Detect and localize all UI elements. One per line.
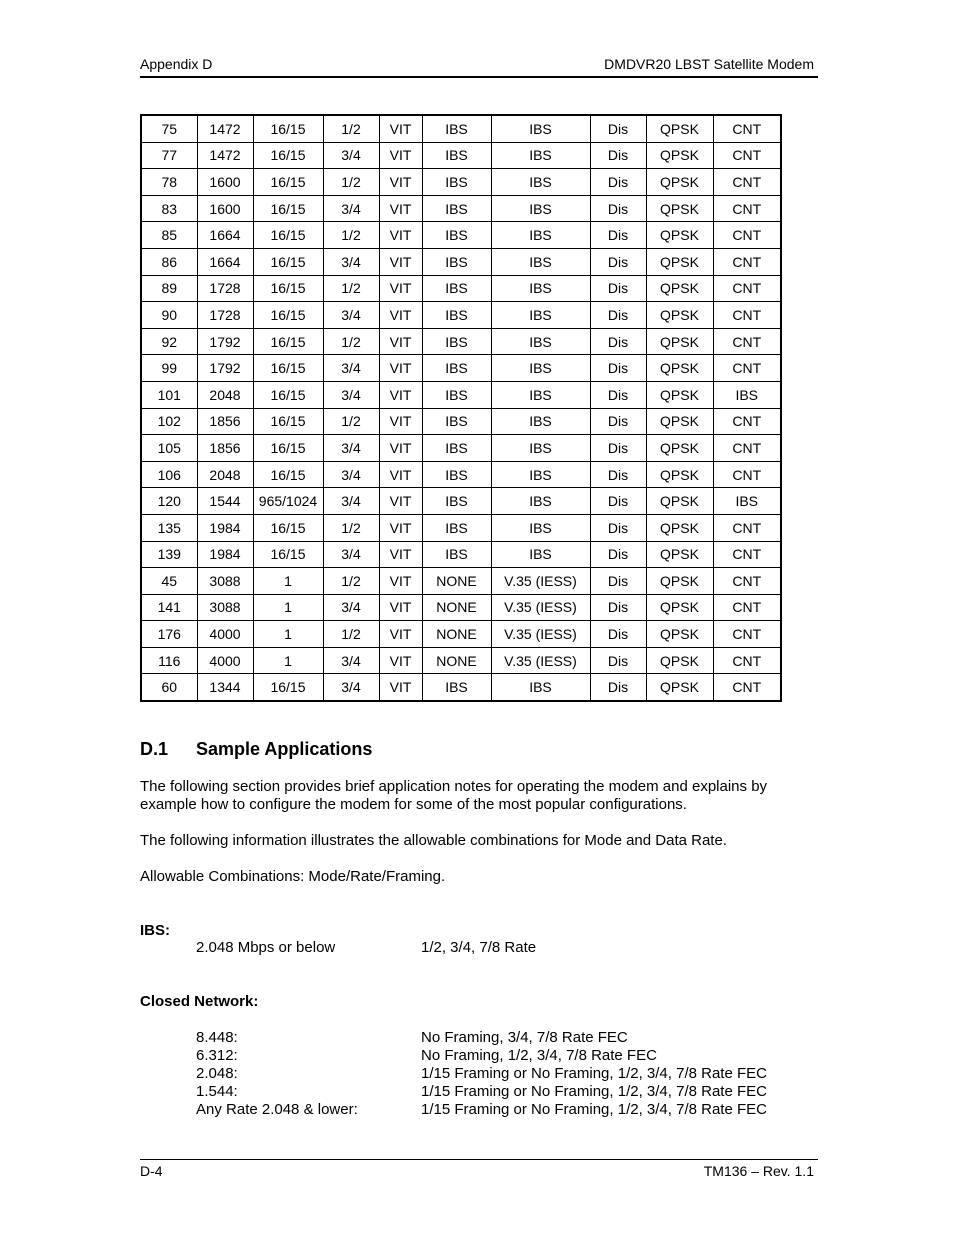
combinations-paragraph: The following information illustrates the allowable combinations for Mode and Data Rate. (140, 832, 727, 849)
section-number: D.1 (140, 739, 169, 759)
table-cell: Dis (590, 621, 646, 648)
table-cell: 2048 (197, 381, 253, 408)
table-cell: Dis (590, 594, 646, 621)
table-cell: 3/4 (323, 594, 379, 621)
table-cell: QPSK (646, 541, 713, 568)
table-cell: QPSK (646, 647, 713, 674)
table-cell: VIT (379, 488, 422, 515)
table-cell: IBS (491, 355, 590, 382)
table-cell: VIT (379, 222, 422, 249)
table-cell: 1856 (197, 408, 253, 435)
table-row (141, 435, 781, 462)
closed-network-list (196, 1029, 767, 1119)
table-cell: 92 (141, 328, 197, 355)
table-cell: QPSK (646, 328, 713, 355)
table-cell: 139 (141, 541, 197, 568)
table-cell: 3088 (197, 594, 253, 621)
table-row (141, 488, 781, 515)
table-cell: CNT (713, 541, 781, 568)
table-cell: CNT (713, 248, 781, 275)
table-cell: 101 (141, 381, 197, 408)
table-cell: Dis (590, 461, 646, 488)
table-cell: QPSK (646, 514, 713, 541)
table-cell: IBS (422, 142, 491, 169)
table-row (141, 514, 781, 541)
table-cell: 1 (253, 621, 323, 648)
table-cell: V.35 (IESS) (491, 621, 590, 648)
table-cell: VIT (379, 621, 422, 648)
table-cell: 1/2 (323, 621, 379, 648)
closed-network-value: No Framing, 1/2, 3/4, 7/8 Rate FEC (421, 1047, 657, 1064)
table-cell: VIT (379, 674, 422, 701)
table-cell: 45 (141, 568, 197, 595)
table-cell: CNT (713, 594, 781, 621)
table-cell: 4000 (197, 647, 253, 674)
table-cell: CNT (713, 674, 781, 701)
table-cell: Dis (590, 408, 646, 435)
table-cell: IBS (422, 435, 491, 462)
table-cell: QPSK (646, 568, 713, 595)
table-cell: IBS (422, 381, 491, 408)
table-cell: 4000 (197, 621, 253, 648)
table-cell: 3/4 (323, 355, 379, 382)
table-cell: CNT (713, 115, 781, 142)
table-cell: V.35 (IESS) (491, 647, 590, 674)
table-row (141, 328, 781, 355)
table-cell: 16/15 (253, 674, 323, 701)
table-cell: 75 (141, 115, 197, 142)
table-cell: IBS (422, 488, 491, 515)
table-cell: QPSK (646, 248, 713, 275)
table-cell: QPSK (646, 195, 713, 222)
ibs-item-value: 1/2, 3/4, 7/8 Rate (421, 939, 537, 956)
table-cell: 1472 (197, 115, 253, 142)
table-cell: 1/2 (323, 169, 379, 196)
table-row (141, 195, 781, 222)
table-cell: 1344 (197, 674, 253, 701)
table-cell: QPSK (646, 381, 713, 408)
table-cell: CNT (713, 514, 781, 541)
table-cell: 1664 (197, 222, 253, 249)
table-cell: 16/15 (253, 169, 323, 196)
closed-network-value: No Framing, 3/4, 7/8 Rate FEC (421, 1029, 628, 1046)
ibs-heading: IBS: (140, 922, 170, 939)
table-cell: Dis (590, 275, 646, 302)
table-row (141, 621, 781, 648)
table-cell: QPSK (646, 169, 713, 196)
table-cell: VIT (379, 568, 422, 595)
table-cell: CNT (713, 222, 781, 249)
table-cell: 1728 (197, 275, 253, 302)
table-cell: 1600 (197, 169, 253, 196)
closed-network-rate: 1.544: (196, 1083, 238, 1100)
table-cell: 3/4 (323, 488, 379, 515)
table-cell: IBS (422, 169, 491, 196)
table-cell: Dis (590, 488, 646, 515)
table-cell: Dis (590, 568, 646, 595)
table-cell: 116 (141, 647, 197, 674)
table-cell: IBS (422, 514, 491, 541)
table-cell: VIT (379, 514, 422, 541)
table-cell: 1 (253, 568, 323, 595)
table-cell: 3/4 (323, 541, 379, 568)
table-cell: CNT (713, 328, 781, 355)
table-cell: 102 (141, 408, 197, 435)
table-cell: IBS (491, 488, 590, 515)
closed-network-rate: Any Rate 2.048 & lower: (196, 1101, 358, 1118)
table-row (141, 568, 781, 595)
table-cell: IBS (422, 408, 491, 435)
table-cell: 1472 (197, 142, 253, 169)
closed-network-rate: 2.048: (196, 1065, 238, 1082)
table-cell: IBS (713, 488, 781, 515)
table-cell: 1/2 (323, 514, 379, 541)
table-cell: 3/4 (323, 302, 379, 329)
table-cell: 78 (141, 169, 197, 196)
table-cell: 16/15 (253, 435, 323, 462)
table-cell: CNT (713, 568, 781, 595)
table-cell: QPSK (646, 275, 713, 302)
table-cell: Dis (590, 115, 646, 142)
table-cell: Dis (590, 169, 646, 196)
table-cell: 16/15 (253, 408, 323, 435)
table-cell: V.35 (IESS) (491, 594, 590, 621)
closed-network-item (196, 1101, 767, 1119)
closed-network-value: 1/15 Framing or No Framing, 1/2, 3/4, 7/8 Rate FEC (421, 1065, 767, 1082)
table-cell: CNT (713, 435, 781, 462)
document-revision: TM136 – Rev. 1.1 (703, 1163, 814, 1179)
table-cell: IBS (422, 302, 491, 329)
table-cell: IBS (422, 115, 491, 142)
closed-network-item (196, 1065, 767, 1083)
table-cell: CNT (713, 355, 781, 382)
table-cell: 1984 (197, 514, 253, 541)
table-cell: 3/4 (323, 674, 379, 701)
table-cell: 90 (141, 302, 197, 329)
closed-network-item (196, 1029, 767, 1047)
table-cell: 16/15 (253, 302, 323, 329)
table-cell: IBS (491, 328, 590, 355)
table-cell: 16/15 (253, 115, 323, 142)
table-cell: 1/2 (323, 275, 379, 302)
table-cell: CNT (713, 195, 781, 222)
table-row (141, 302, 781, 329)
table-cell: IBS (713, 381, 781, 408)
ibs-item-rate: 2.048 Mbps or below (196, 939, 336, 956)
table-cell: VIT (379, 195, 422, 222)
table-cell: IBS (491, 222, 590, 249)
table-cell: IBS (491, 381, 590, 408)
table-row (141, 169, 781, 196)
header-document-title: DMDVR20 LBST Satellite Modem (604, 56, 814, 72)
table-cell: IBS (422, 222, 491, 249)
table-cell: NONE (422, 568, 491, 595)
table-cell: QPSK (646, 621, 713, 648)
table-cell: NONE (422, 621, 491, 648)
table-cell: IBS (491, 142, 590, 169)
table-cell: QPSK (646, 594, 713, 621)
table-cell: IBS (491, 435, 590, 462)
table-cell: 60 (141, 674, 197, 701)
table-cell: IBS (491, 461, 590, 488)
table-cell: IBS (491, 674, 590, 701)
table-cell: 16/15 (253, 381, 323, 408)
table-cell: VIT (379, 275, 422, 302)
closed-network-rate: 6.312: (196, 1047, 238, 1064)
table-cell: VIT (379, 647, 422, 674)
table-cell: QPSK (646, 222, 713, 249)
section-title: Sample Applications (196, 739, 373, 759)
table-row (141, 355, 781, 382)
table-cell: VIT (379, 142, 422, 169)
table-cell: 16/15 (253, 461, 323, 488)
table-cell: VIT (379, 355, 422, 382)
table-cell: QPSK (646, 674, 713, 701)
table-cell: 1792 (197, 355, 253, 382)
table-cell: 16/15 (253, 142, 323, 169)
table-cell: 16/15 (253, 541, 323, 568)
table-cell: Dis (590, 381, 646, 408)
table-cell: CNT (713, 461, 781, 488)
table-cell: 1728 (197, 302, 253, 329)
table-cell: 1544 (197, 488, 253, 515)
table-cell: Dis (590, 435, 646, 462)
table-cell: 16/15 (253, 328, 323, 355)
table-cell: CNT (713, 621, 781, 648)
table-cell: Dis (590, 674, 646, 701)
table-row (141, 647, 781, 674)
table-cell: NONE (422, 594, 491, 621)
table-cell: NONE (422, 647, 491, 674)
table-row (141, 115, 781, 142)
table-cell: 1600 (197, 195, 253, 222)
table-cell: 1984 (197, 541, 253, 568)
table-cell: 1 (253, 594, 323, 621)
page-footer (140, 1159, 818, 1179)
table-cell: IBS (491, 115, 590, 142)
mode-table (140, 114, 782, 702)
page-number: D-4 (140, 1163, 163, 1179)
table-row (141, 222, 781, 249)
table-cell: IBS (491, 195, 590, 222)
table-cell: 3/4 (323, 435, 379, 462)
table-row (141, 408, 781, 435)
table-cell: VIT (379, 435, 422, 462)
section-heading (140, 739, 372, 760)
table-cell: Dis (590, 328, 646, 355)
table-cell: QPSK (646, 142, 713, 169)
table-cell: 1664 (197, 248, 253, 275)
ibs-list (196, 939, 536, 957)
table-row (141, 142, 781, 169)
table-cell: QPSK (646, 435, 713, 462)
table-cell: IBS (422, 674, 491, 701)
closed-network-heading: Closed Network: (140, 993, 259, 1010)
closed-network-value: 1/15 Framing or No Framing, 1/2, 3/4, 7/8 Rate FEC (421, 1083, 767, 1100)
table-cell: Dis (590, 195, 646, 222)
table-cell: Dis (590, 514, 646, 541)
table-cell: VIT (379, 302, 422, 329)
table-cell: 99 (141, 355, 197, 382)
table-cell: 176 (141, 621, 197, 648)
table-cell: CNT (713, 275, 781, 302)
closed-network-item (196, 1083, 767, 1101)
table-cell: Dis (590, 541, 646, 568)
table-cell: 3/4 (323, 142, 379, 169)
table-cell: CNT (713, 142, 781, 169)
table-cell: IBS (422, 328, 491, 355)
table-cell: 85 (141, 222, 197, 249)
table-cell: VIT (379, 541, 422, 568)
table-cell: Dis (590, 248, 646, 275)
table-cell: QPSK (646, 115, 713, 142)
table-cell: 16/15 (253, 248, 323, 275)
table-cell: CNT (713, 302, 781, 329)
allowable-combinations-paragraph: Allowable Combinations: Mode/Rate/Framing. (140, 868, 446, 885)
table-cell: 1856 (197, 435, 253, 462)
table-cell: 77 (141, 142, 197, 169)
table-cell: IBS (422, 195, 491, 222)
table-cell: IBS (422, 461, 491, 488)
table-cell: IBS (491, 408, 590, 435)
table-cell: IBS (491, 302, 590, 329)
table-cell: QPSK (646, 461, 713, 488)
table-cell: IBS (422, 355, 491, 382)
table-cell: VIT (379, 594, 422, 621)
table-cell: 3088 (197, 568, 253, 595)
table-cell: 3/4 (323, 381, 379, 408)
table-cell: IBS (422, 541, 491, 568)
table-cell: VIT (379, 169, 422, 196)
table-cell: 1/2 (323, 115, 379, 142)
table-cell: 1 (253, 647, 323, 674)
table-cell: IBS (491, 514, 590, 541)
table-row (141, 461, 781, 488)
table-row (141, 594, 781, 621)
table-cell: Dis (590, 355, 646, 382)
table-cell: 106 (141, 461, 197, 488)
table-cell: 1/2 (323, 408, 379, 435)
table-cell: IBS (491, 169, 590, 196)
table-cell: 16/15 (253, 222, 323, 249)
table-cell: 1/2 (323, 328, 379, 355)
table-cell: VIT (379, 248, 422, 275)
table-cell: 3/4 (323, 248, 379, 275)
table-cell: QPSK (646, 355, 713, 382)
table-cell: CNT (713, 408, 781, 435)
ibs-item (196, 939, 536, 957)
table-cell: 86 (141, 248, 197, 275)
table-cell: 16/15 (253, 275, 323, 302)
table-cell: Dis (590, 302, 646, 329)
table-cell: IBS (491, 248, 590, 275)
table-cell: IBS (491, 275, 590, 302)
table-cell: 1/2 (323, 222, 379, 249)
table-cell: 141 (141, 594, 197, 621)
table-cell: 16/15 (253, 355, 323, 382)
table-cell: 2048 (197, 461, 253, 488)
table-cell: Dis (590, 647, 646, 674)
table-cell: 3/4 (323, 461, 379, 488)
table-cell: QPSK (646, 488, 713, 515)
table-cell: 16/15 (253, 195, 323, 222)
intro-paragraph: The following section provides brief application notes for operating the modem and explains by example how to configure the modem for some of the most popular configurations. (140, 778, 768, 813)
table-cell: VIT (379, 381, 422, 408)
table-row (141, 248, 781, 275)
table-cell: IBS (422, 275, 491, 302)
table-cell: VIT (379, 461, 422, 488)
table-row (141, 275, 781, 302)
table-cell: VIT (379, 328, 422, 355)
table-cell: 3/4 (323, 195, 379, 222)
table-cell: 89 (141, 275, 197, 302)
page-header (140, 56, 818, 78)
closed-network-value: 1/15 Framing or No Framing, 1/2, 3/4, 7/8 Rate FEC (421, 1101, 767, 1118)
closed-network-item (196, 1047, 767, 1065)
table-row (141, 541, 781, 568)
table-cell: 3/4 (323, 647, 379, 674)
table-cell: VIT (379, 408, 422, 435)
table-row (141, 381, 781, 408)
closed-network-rate: 8.448: (196, 1029, 238, 1046)
table-cell: IBS (422, 248, 491, 275)
table-cell: 1792 (197, 328, 253, 355)
table-cell: CNT (713, 647, 781, 674)
table-cell: VIT (379, 115, 422, 142)
table-cell: QPSK (646, 302, 713, 329)
table-row (141, 674, 781, 701)
table-cell: Dis (590, 142, 646, 169)
table-cell: 965/1024 (253, 488, 323, 515)
table-cell: 120 (141, 488, 197, 515)
table-cell: 16/15 (253, 514, 323, 541)
table-cell: CNT (713, 169, 781, 196)
table-cell: V.35 (IESS) (491, 568, 590, 595)
table-cell: QPSK (646, 408, 713, 435)
table-cell: IBS (491, 541, 590, 568)
table-cell: Dis (590, 222, 646, 249)
table-cell: 83 (141, 195, 197, 222)
table-cell: 135 (141, 514, 197, 541)
table-cell: 105 (141, 435, 197, 462)
table-cell: 1/2 (323, 568, 379, 595)
header-chapter: Appendix D (140, 56, 213, 72)
